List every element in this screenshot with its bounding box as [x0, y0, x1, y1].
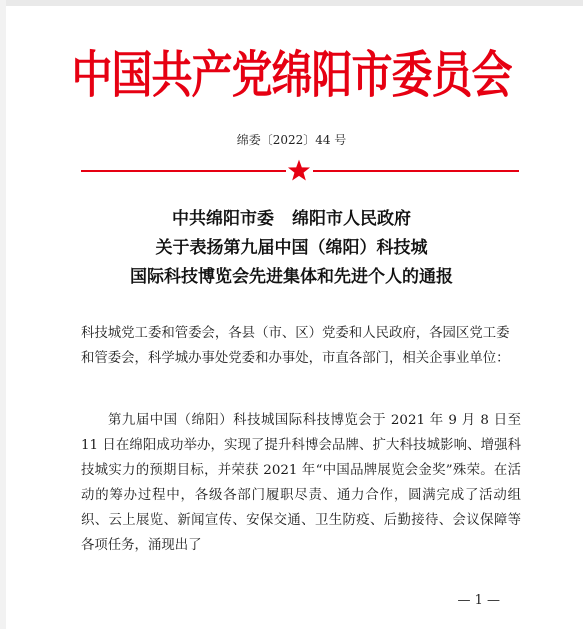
- document-title-line-1: [0, 207, 583, 231]
- body-paragraph-1: 第九届中国（绵阳）科技城国际科技博览会于 2021 年 9 月 8 日至 11 日在绵阳成功举办，实现了提升科博会品牌、扩大科技城影响、增强科技城实力的预期目标，并荣获 2021 年“中国品牌展览会金奖”殊荣。在活动的筹办过程中，各级各部门履职尽责、通力合作，圆满完成了活动组织、云上展览、新闻宣传、安保交通、卫生防疫、后勤接待、会议保障等各项任务，涌现出了: [81, 413, 521, 553]
- page-top-edge: [0, 0, 583, 6]
- addressee-block: 科技城党工委和管委会，各县（市、区）党委和人民政府，各园区党工委和管委会，科学城办事处党委和办事处，市直各部门，相关企事业单位：: [81, 326, 510, 366]
- title-issuer-government: 绵阳市人民政府: [292, 209, 411, 229]
- red-divider-left: [81, 170, 286, 172]
- document-number: 绵委〔2022〕44 号: [236, 133, 347, 147]
- red-star-icon: [286, 158, 312, 184]
- title-issuer-party: 中共绵阳市委: [172, 209, 274, 229]
- document-title-line-3: 国际科技博览会先进集体和先进个人的通报: [130, 267, 453, 287]
- issuer-masthead: 中国共产党绵阳市委员会: [71, 45, 512, 105]
- red-divider-right: [313, 170, 519, 172]
- document-title-line-2: 关于表扬第九届中国（绵阳）科技城: [155, 238, 428, 258]
- page-number: — 1 —: [457, 593, 500, 608]
